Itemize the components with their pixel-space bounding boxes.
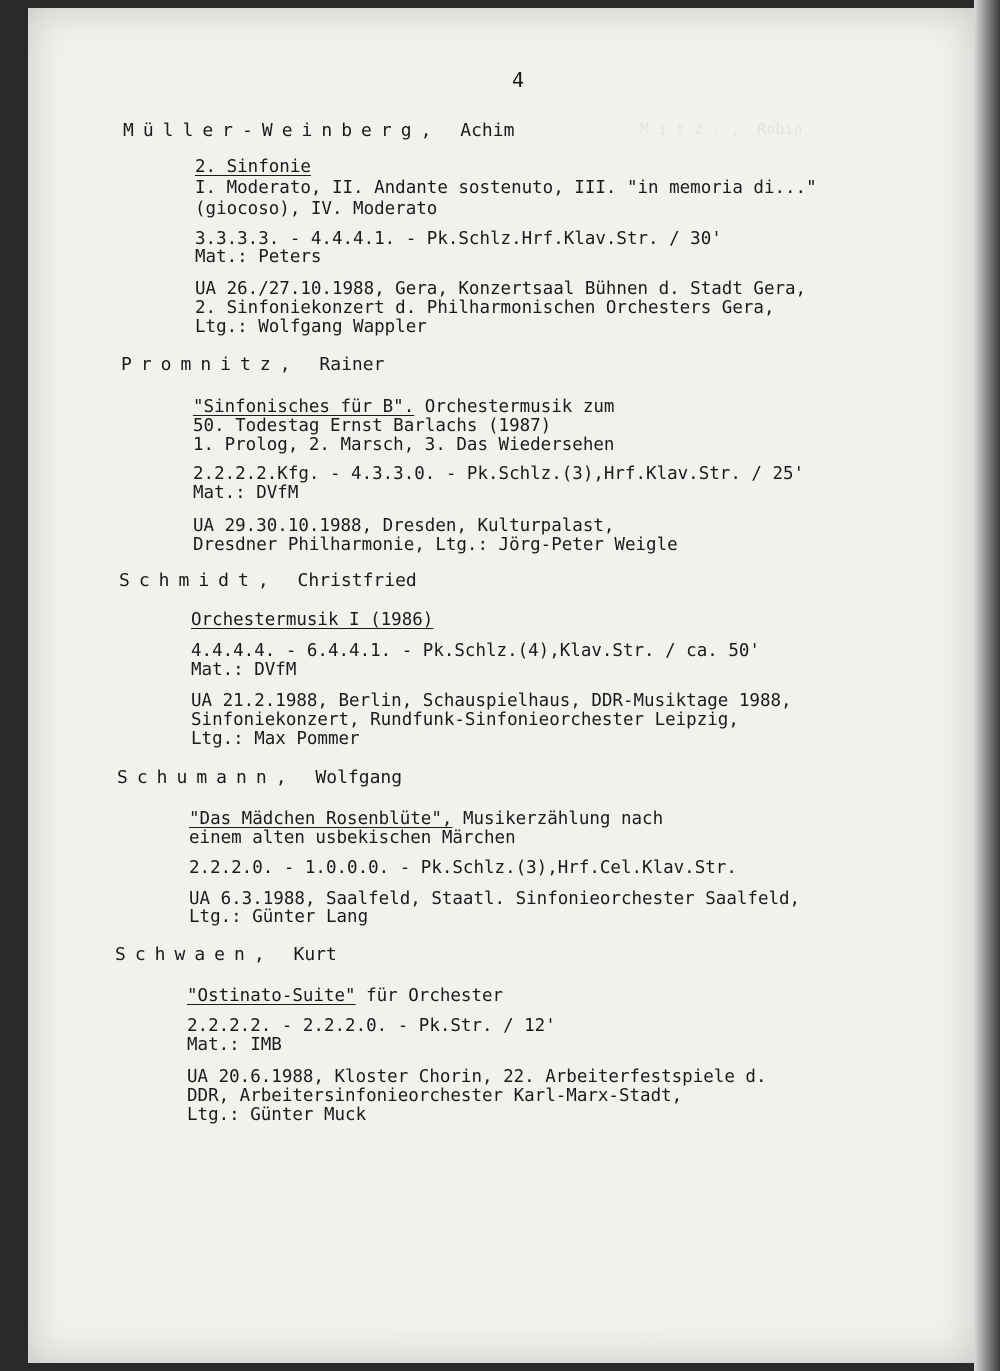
scoring: 2.2.2.2.Kfg. - 4.3.3.0. - Pk.Schlz.(3),Hrf.Klav.Str. / 25' [193,464,805,484]
work-title [189,809,663,830]
premiere-line: 2. Sinfoniekonzert d. Philharmonischen Orchesters Gera, [195,298,775,318]
composer-heading: Schumann, Wolfgang [117,767,403,788]
page-number: 4 [512,68,525,92]
source-url[interactable]: http://digital.slub-dresden.de/ppn30580162Z/13 [395,1330,661,1343]
composer-last-name: Promnitz [121,354,280,375]
movements-line: I. Moderato, II. Andante sostenuto, III. "in memoria di..." [195,178,817,198]
scoring: 2.2.2.2. - 2.2.2.0. - Pk.Str. / 12' [187,1016,556,1036]
work-title-underlined: "Sinfonisches für B". [193,397,415,417]
composer-heading: Müller-Weinberg, Achim [123,120,515,141]
composer-last-name: Schumann [117,767,276,788]
composer-first-name: Rainer [319,354,385,375]
material: Mat.: DVfM [191,660,297,680]
premiere-line: UA 26./27.10.1988, Gera, Konzertsaal Bühnen d. Stadt Gera, [195,279,807,299]
material: Mat.: IMB [187,1035,282,1055]
work-title [191,610,433,631]
premiere-line: Ltg.: Günter Lang [189,907,369,927]
work-title [195,157,311,178]
composer-heading: Schwaen, Kurt [115,944,337,965]
composer-last-name: Müller-Weinberg [123,120,421,141]
composer-heading: Promnitz, Rainer [121,354,385,375]
scoring: 2.2.2.0. - 1.0.0.0. - Pk.Schlz.(3),Hrf.Cel.Klav.Str. [189,858,737,878]
premiere-line: Ltg.: Max Pommer [191,729,360,749]
work-title-rest: Musikerzählung nach [452,809,664,829]
composer-first-name: Christfried [297,570,417,591]
premiere-line: Ltg.: Günter Muck [187,1105,367,1125]
work-title-underlined: Orchestermusik I (1986) [191,610,434,630]
composer-first-name: Achim [460,120,515,141]
work-title [193,397,614,418]
premiere-line: Ltg.: Wolfgang Wappler [195,317,427,337]
scoring: 3.3.3.3. - 4.4.4.1. - Pk.Schlz.Hrf.Klav.Str. / 30' [195,229,722,249]
bleed-through: M i t z . , Robin [640,120,803,138]
premiere-line: UA 21.2.1988, Berlin, Schauspielhaus, DDR-Musiktage 1988, [191,691,792,711]
work-title-underlined: "Das Mädchen Rosenblüte", [189,809,453,829]
premiere-line: Dresdner Philharmonie, Ltg.: Jörg-Peter Weigle [193,535,678,555]
work-title-underlined: 2. Sinfonie [195,157,311,177]
premiere-line: Sinfoniekonzert, Rundfunk-Sinfonieorchester Leipzig, [191,710,739,730]
scoring: 4.4.4.4. - 6.4.4.1. - Pk.Schlz.(4),Klav.Str. / ca. 50' [191,641,760,661]
premiere-line: UA 6.3.1988, Saalfeld, Staatl. Sinfonieorchester Saalfeld, [189,889,801,909]
work-title-underlined: "Ostinato-Suite" [187,986,356,1006]
composer-last-name: Schmidt [119,570,258,591]
movements-line: 1. Prolog, 2. Marsch, 3. Das Wiedersehen [193,435,615,455]
composer-last-name: Schwaen [115,944,254,965]
work-title [187,986,503,1007]
composer-heading: Schmidt, Christfried [119,570,417,591]
work-title-rest: Orchestermusik zum [414,397,615,417]
material: Mat.: Peters [195,247,322,267]
premiere-line: DDR, Arbeitersinfonieorchester Karl-Marx-Stadt, [187,1086,683,1106]
material: Mat.: DVfM [193,483,299,503]
movements-line: 50. Todestag Ernst Barlachs (1987) [193,416,552,436]
work-title-rest: für Orchester [355,986,504,1006]
movements-line: einem alten usbekischen Märchen [189,828,516,848]
movements-line: (giocoso), IV. Moderato [195,199,438,219]
premiere-line: UA 20.6.1988, Kloster Chorin, 22. Arbeiterfestspiele d. [187,1067,767,1087]
document-page [28,8,974,1363]
premiere-line: UA 29.30.10.1988, Dresden, Kulturpalast, [193,516,615,536]
composer-first-name: Kurt [293,944,337,965]
composer-first-name: Wolfgang [315,767,403,788]
page-edge [974,0,1000,1371]
